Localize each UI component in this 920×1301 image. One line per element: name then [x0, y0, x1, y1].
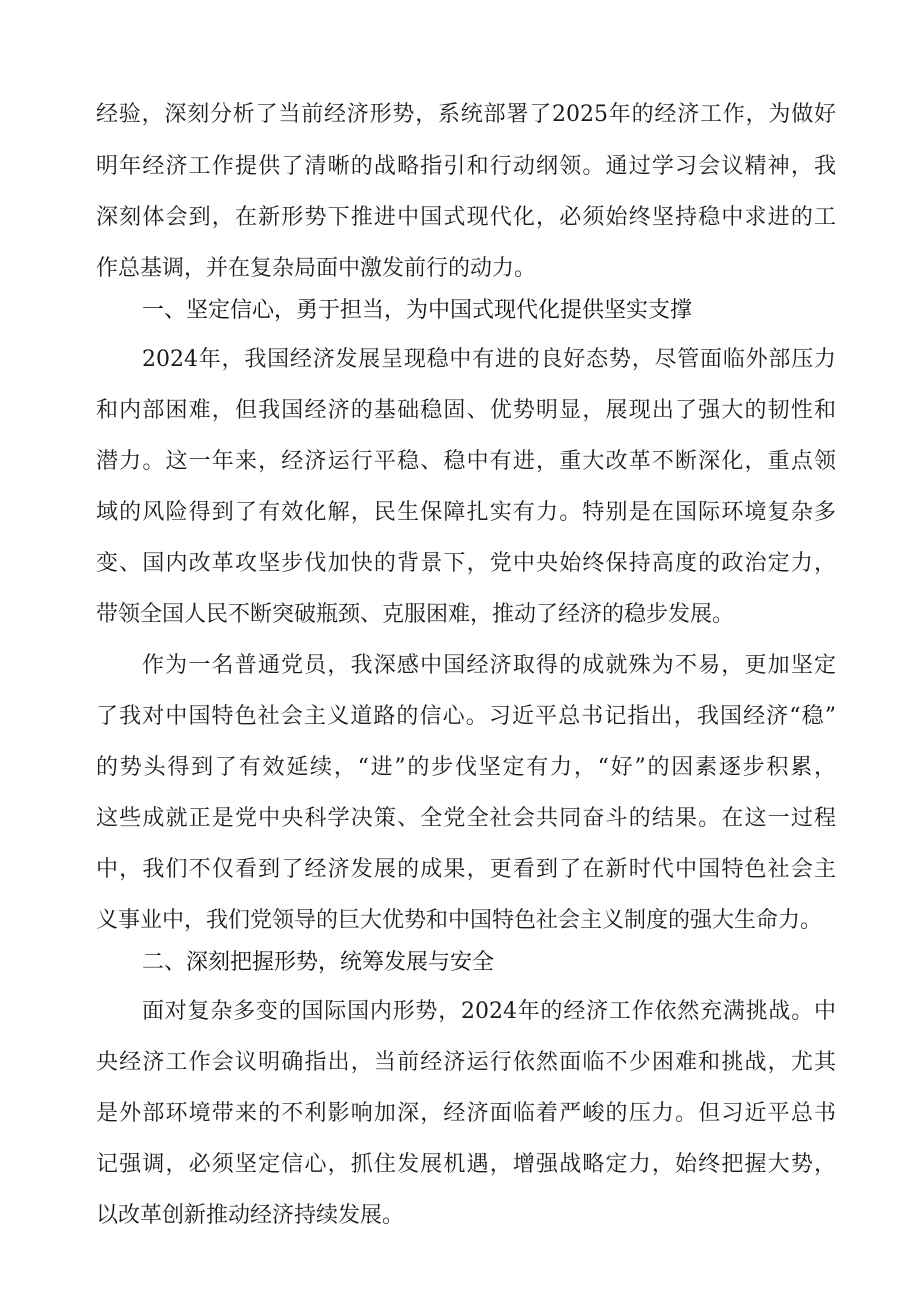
paragraph-3-line-2: 了我对中国特色社会主义道路的信心。习近平总书记指出，我国经济“稳” [96, 704, 836, 729]
paragraph-4-line-2: 央经济工作会议明确指出，当前经济运行依然面临不少困难和挑战，尤其 [96, 1050, 836, 1075]
section-heading-2: 二、深刻把握形势，统筹发展与安全 [142, 950, 495, 975]
paragraph-1-line-2: 明年经济工作提供了清晰的战略指引和行动纲领。通过学习会议精神，我 [96, 154, 836, 179]
paragraph-4-line-4: 记强调，必须坚定信心，抓住发展机遇，增强战略定力，始终把握大势， [96, 1152, 836, 1177]
paragraph-4-line-3: 是外部环境带来的不利影响加深，经济面临着严峻的压力。但习近平总书 [96, 1101, 836, 1126]
paragraph-3-line-4: 这些成就正是党中央科学决策、全党全社会共同奋斗的结果。在这一过程 [96, 806, 836, 831]
paragraph-1-line-4: 作总基调，并在复杂局面中激发前行的动力。 [96, 256, 537, 281]
paragraph-2-line-5: 变、国内改革攻坚步伐加快的背景下，党中央始终保持高度的政治定力， [96, 551, 836, 576]
paragraph-2-line-2: 和内部困难，但我国经济的基础稳固、优势明显，展现出了强大的韧性和 [96, 398, 836, 423]
paragraph-3-line-1: 作为一名普通党员，我深感中国经济取得的成就殊为不易，更加坚定 [142, 653, 836, 678]
section-heading-1: 一、坚定信心，勇于担当，为中国式现代化提供坚实支撑 [142, 298, 693, 323]
paragraph-3-line-6: 义事业中，我们党领导的巨大优势和中国特色社会主义制度的强大生命力。 [96, 908, 823, 933]
paragraph-2-line-6: 带领全国人民不断突破瓶颈、克服困难，推动了经济的稳步发展。 [96, 602, 735, 627]
paragraph-2-line-1: 2024年，我国经济发展呈现稳中有进的良好态势，尽管面临外部压力 [142, 347, 836, 372]
paragraph-2-line-3: 潜力。这一年来，经济运行平稳、稳中有进，重大改革不断深化，重点领 [96, 449, 836, 474]
paragraph-3-line-5: 中，我们不仅看到了经济发展的成果，更看到了在新时代中国特色社会主 [96, 857, 836, 882]
paragraph-1-line-1: 经验，深刻分析了当前经济形势，系统部署了2025年的经济工作，为做好 [96, 102, 836, 127]
paragraph-4-line-1: 面对复杂多变的国际国内形势，2024年的经济工作依然充满挑战。中 [142, 999, 836, 1024]
paragraph-1-line-3: 深刻体会到，在新形势下推进中国式现代化，必须始终坚持稳中求进的工 [96, 205, 836, 230]
paragraph-4-line-5: 以改革创新推动经济持续发展。 [96, 1203, 405, 1228]
paragraph-3-line-3: 的势头得到了有效延续，“进”的步伐坚定有力，“好”的因素逐步积累， [96, 755, 836, 780]
paragraph-2-line-4: 域的风险得到了有效化解，民生保障扎实有力。特别是在国际环境复杂多 [96, 500, 836, 525]
